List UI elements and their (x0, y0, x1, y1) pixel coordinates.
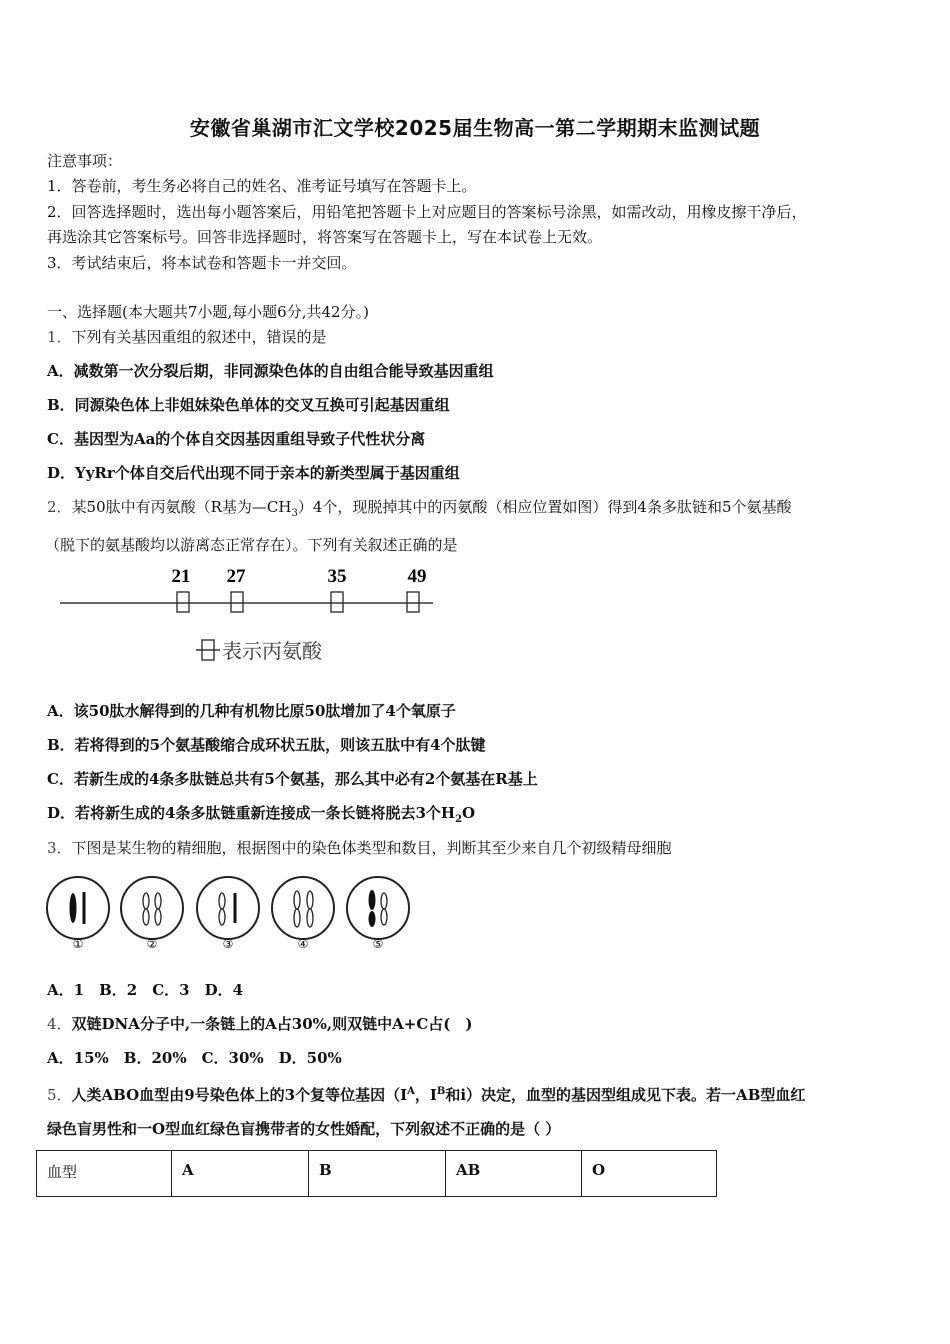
notice-item: 3．考试结束后，将本试卷和答题卡一并交回。 (47, 254, 357, 272)
notice-item: 2．回答选择题时，选出每小题答案后，用铅笔把答题卡上对应题目的答案标号涂黑，如需改动，用橡皮擦干净后， (47, 203, 807, 221)
question-stem: 双链DNA分子中,一条链上的A占30%,则双链中A+C占( ) (71, 1015, 473, 1033)
option-c: C．基因型为Aa的个体自交因基因重组导致子代性状分离 (47, 430, 426, 448)
legend-alanine-icon (196, 640, 220, 660)
question-4 (47, 1014, 472, 1034)
option-d-text: D．若将新生成的4条多肽链重新连接成一条长链将脱去3个H (47, 804, 456, 822)
table-header-cell: AB (446, 1151, 582, 1197)
sperm-cell (47, 877, 109, 939)
superscript: B (436, 1086, 446, 1097)
option-d-text: O (462, 804, 476, 822)
sperm-cells-figure (40, 868, 420, 958)
option-d: D．YyRr个体自交后代出现不同于亲本的新类型属于基因重组 (47, 464, 460, 482)
position-label: 21 (171, 566, 191, 587)
subscript: 2 (455, 814, 463, 825)
table-header-cell: B (309, 1151, 446, 1197)
blood-type-table (36, 1150, 717, 1197)
option-a: A．该50肽水解得到的几种有机物比原50肽增加了4个氧原子 (47, 702, 456, 720)
option-b: B．同源染色体上非姐妹染色单体的交叉互换可引起基因重组 (47, 396, 450, 414)
position-label: 49 (407, 566, 427, 587)
question-stem: 人类ABO血型由9号染色体上的3个复等位基因（I (71, 1086, 408, 1104)
cell-label: ① (72, 937, 84, 951)
peptide-chain-figure (50, 560, 450, 670)
cell-label: ④ (297, 937, 309, 951)
section-heading: 一、选择题(本大题共7小题,每小题6分,共42分。) (47, 303, 369, 321)
question-stem: ，I (414, 1086, 437, 1104)
alanine-marker (331, 592, 343, 612)
superscript: A (407, 1086, 415, 1097)
cell-label: ③ (222, 937, 234, 951)
legend-label: 表示丙氨酸 (222, 639, 322, 663)
notice-heading: 注意事项： (47, 152, 123, 170)
option-a: A．减数第一次分裂后期，非同源染色体的自由组合能导致基因重组 (47, 362, 494, 380)
page-title: 安徽省巢湖市汇文学校2025届生物高一第二学期期末监测试题 (189, 116, 761, 140)
question-stem-cont: （脱下的氨基酸均以游离态正常存在）。下列有关叙述正确的是 (45, 536, 458, 554)
table-row (37, 1151, 717, 1197)
options-row: A．15% B．20% C．30% D．50% (47, 1049, 342, 1067)
question-3 (47, 838, 672, 858)
notice-item: 再选涂其它答案标号。回答非选择题时，将答案写在答题卡上，写在本试卷上无效。 (47, 228, 603, 246)
sperm-cell (121, 877, 183, 939)
cell-label: ⑤ (372, 937, 384, 951)
option-d (47, 803, 475, 830)
sperm-cell (197, 877, 259, 939)
alanine-marker (177, 592, 189, 612)
sperm-cell (272, 877, 334, 939)
question-stem: 下图是某生物的精细胞，根据图中的染色体类型和数目，判断其至少来自几个初级精母细胞 (71, 839, 672, 857)
position-label: 27 (226, 566, 246, 587)
option-b: B．若将得到的5个氨基酸缩合成环状五肽，则该五肽中有4个肽键 (47, 736, 486, 754)
question-stem: 和i）决定，血型的基因型组成见下表。若一AB型血红 (445, 1086, 806, 1104)
question-number: 4． (47, 1015, 72, 1033)
options-row: A．1 B．2 C．3 D．4 (47, 981, 244, 999)
subscript: 3 (291, 508, 298, 519)
position-label: 35 (327, 566, 347, 587)
question-stem: 某50肽中有丙氨酸（R基为—CH (71, 498, 292, 516)
question-stem: ）4个，现脱掉其中的丙氨酸（相应位置如图）得到4条多肽链和5个氨基酸 (297, 498, 792, 516)
question-2 (47, 497, 792, 524)
table-header-cell: A (172, 1151, 309, 1197)
question-1 (47, 327, 327, 347)
question-number: 3． (47, 839, 72, 857)
question-stem: 下列有关基因重组的叙述中，错误的是 (71, 328, 327, 346)
sperm-cell (347, 877, 409, 939)
question-number: 5． (47, 1086, 72, 1104)
question-5 (47, 1082, 805, 1105)
question-stem-cont: 绿色盲男性和一O型血红绿色盲携带者的女性婚配，下列叙述不正确的是（ ） (47, 1120, 561, 1138)
alanine-marker (407, 592, 419, 612)
option-c: C．若新生成的4条多肽链总共有5个氨基，那么其中必有2个氨基在R基上 (47, 770, 538, 788)
alanine-marker (231, 592, 243, 612)
cell-label: ② (146, 937, 158, 951)
notice-item: 1．答卷前，考生务必将自己的姓名、准考证号填写在答题卡上。 (47, 177, 477, 195)
question-number: 1． (47, 328, 72, 346)
table-header-cell: O (582, 1151, 717, 1197)
table-header-cell: 血型 (37, 1151, 172, 1197)
question-number: 2． (47, 498, 72, 516)
